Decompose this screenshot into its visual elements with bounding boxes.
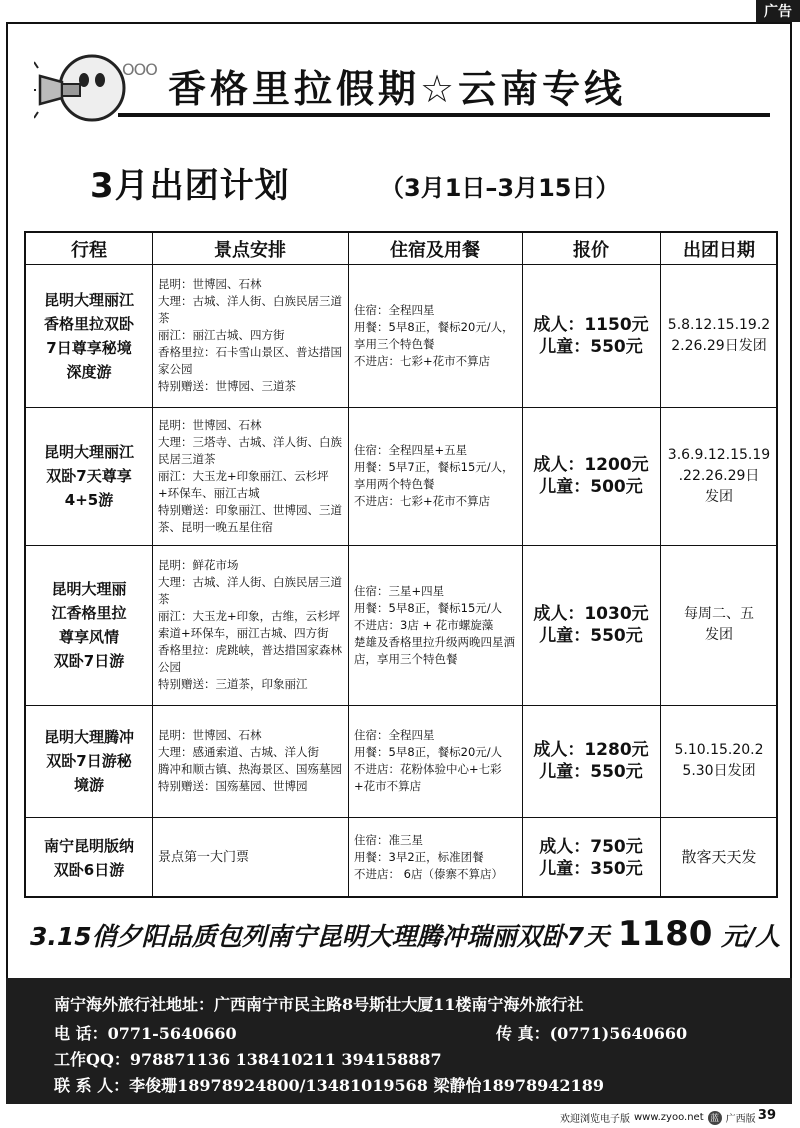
spots-text: 昆明：世博园、石林 大理：感通索道、古城、洋人街 腾冲和顺古镇、热海景区、国殇墓园 特别赠送：国殇墓园、世博园 [158,728,342,793]
qq-line: 工作QQ：978871136 138410211 394158887 [54,1050,442,1069]
departure-dates: 3.6.9.12.15.19 .22.26.29日 发团 [667,446,771,505]
route-name: 南宁昆明版纳 双卧6日游 [43,836,134,879]
adult-price: 成人：1030元 [533,604,649,624]
lodging-text: 住宿：全程四星+五星 用餐：5早7正，餐标15元/人，享用两个特色餐 不进店：七彩+花市不算店 [354,443,514,508]
header-spots: 景点安排 [214,239,286,261]
fax-line: 传 真：(0771)5640660 [496,1024,688,1043]
departure-dates: 散客天天发 [681,848,757,866]
site-link[interactable]: www.zyoo.net [634,1112,704,1123]
spots-text: 昆明：世博园、石林 大理：三塔寺、古城、洋人街、白族民居三道茶 丽江：大玉龙+印象丽江、云杉坪+环保车、丽江古城 特别赠送：印象丽江、世博园、三道茶、昆明一晚五星住宿 [158,417,342,534]
welcome-text: 欢迎浏览电子版 [560,1114,630,1125]
agency-address: 南宁海外旅行社地址：广西南宁市民主路8号斯壮大厦11楼南宁海外旅行社 [54,995,584,1014]
edition-label: 广西版 [725,1114,756,1125]
contact-line: 联 系 人：李俊珊18978924800/13481019568 梁静怡18978942189 [54,1076,604,1095]
adult-price: 成人：750元 [539,836,643,857]
lodging-text: 住宿：准三星 用餐：3早2正，标准团餐 不进店： 6店（傣寨不算店） [354,833,503,881]
route-name: 昆明大理丽江 双卧7天尊享 4+5游 [43,443,134,509]
child-price: 儿童：350元 [539,858,643,879]
route-name: 昆明大理丽 江香格里拉 尊享风情 双卧7日游 [51,580,127,670]
price-block [522,817,660,898]
spots-text: 昆明：世博园、石林 大理：古城、洋人街、白族民居三道茶 丽江：丽江古城、四方街 香格里拉：石卡雪山景区、普达措国家公园 特别赠送：世博园、三道茶 [158,277,342,393]
adult-price: 成人：1150元 [533,314,649,335]
contact-footer [6,978,792,1104]
promo-text: 3.15俏夕阳品质包列南宁昆明大理腾冲瑞丽双卧7天 [30,922,610,951]
price-block [522,407,660,545]
lodging-text: 住宿：全程四星 用餐：5早8正，餐标20元/人，享用三个特色餐 不进店：七彩+花市不算店 [354,302,514,368]
price-block [522,705,660,817]
lodging-text: 住宿：全程四星 用餐：5早8正，餐标20元/人 不进店：花粉体验中心+七彩+花市不算店 [354,728,503,793]
departure-dates: 5.8.12.15.19.2 2.26.29日发团 [667,316,771,354]
header-price: 报价 [573,239,609,261]
decorative-dots: OOO [122,60,157,79]
title-underline [118,113,770,117]
spots-text: 景点第一大门票 [158,850,250,865]
ad-tag: 广告 [756,0,800,22]
plan-subtitle: （3月1日–3月15日） [380,174,620,202]
promo-price: 1180 [617,914,713,954]
main-title: 香格里拉假期☆云南专线 [168,67,627,111]
child-price: 儿童：550元 [539,336,643,357]
spots-text: 昆明：鲜花市场 大理：古城、洋人街、白族民居三道茶 丽江：大玉龙+印象，古维，云杉坪索道+环保车，丽江古城、四方街 香格里拉：虎跳峡，普达措国家森林公园 特别赠送：三道茶，印象丽江 [158,558,342,691]
header-route: 行程 [71,239,107,261]
child-price: 儿童：550元 [539,762,643,782]
header-lodging: 住宿及用餐 [390,239,480,261]
child-price: 儿童：550元 [539,626,643,646]
price-block [522,545,660,705]
page-number: 39 [757,1108,776,1123]
child-price: 儿童：500元 [539,477,643,497]
phone-line: 电 话：0771-5640660 [54,1024,237,1043]
lodging-text: 住宿：三星+四星 用餐：5早8正，餐标15元/人 不进店：3店 + 花市螺旋藻 楚雄及香格里拉升级两晚四星酒店，享用三个特色餐 [354,583,515,666]
itinerary-table [24,231,778,898]
adult-price: 成人：1200元 [533,455,649,475]
route-name: 昆明大理丽江 香格里拉双卧 7日尊享秘境 深度游 [43,290,134,381]
departure-dates: 每周二、五 发团 [684,606,754,643]
route-name: 昆明大理腾冲 双卧7日游秘 境游 [43,728,134,794]
logo-badge-icon: 蓝 [708,1111,722,1125]
header-dates: 出团日期 [683,239,755,261]
price-block [522,264,660,407]
plan-title: 3月出团计划 [90,166,290,206]
bottom-strip [560,1110,756,1125]
adult-price: 成人：1280元 [533,740,649,760]
departure-dates: 5.10.15.20.2 5.30日发团 [674,742,764,779]
promo-banner [30,914,780,954]
promo-unit: 元/人 [721,922,781,951]
mascot-megaphone-icon [34,46,126,128]
